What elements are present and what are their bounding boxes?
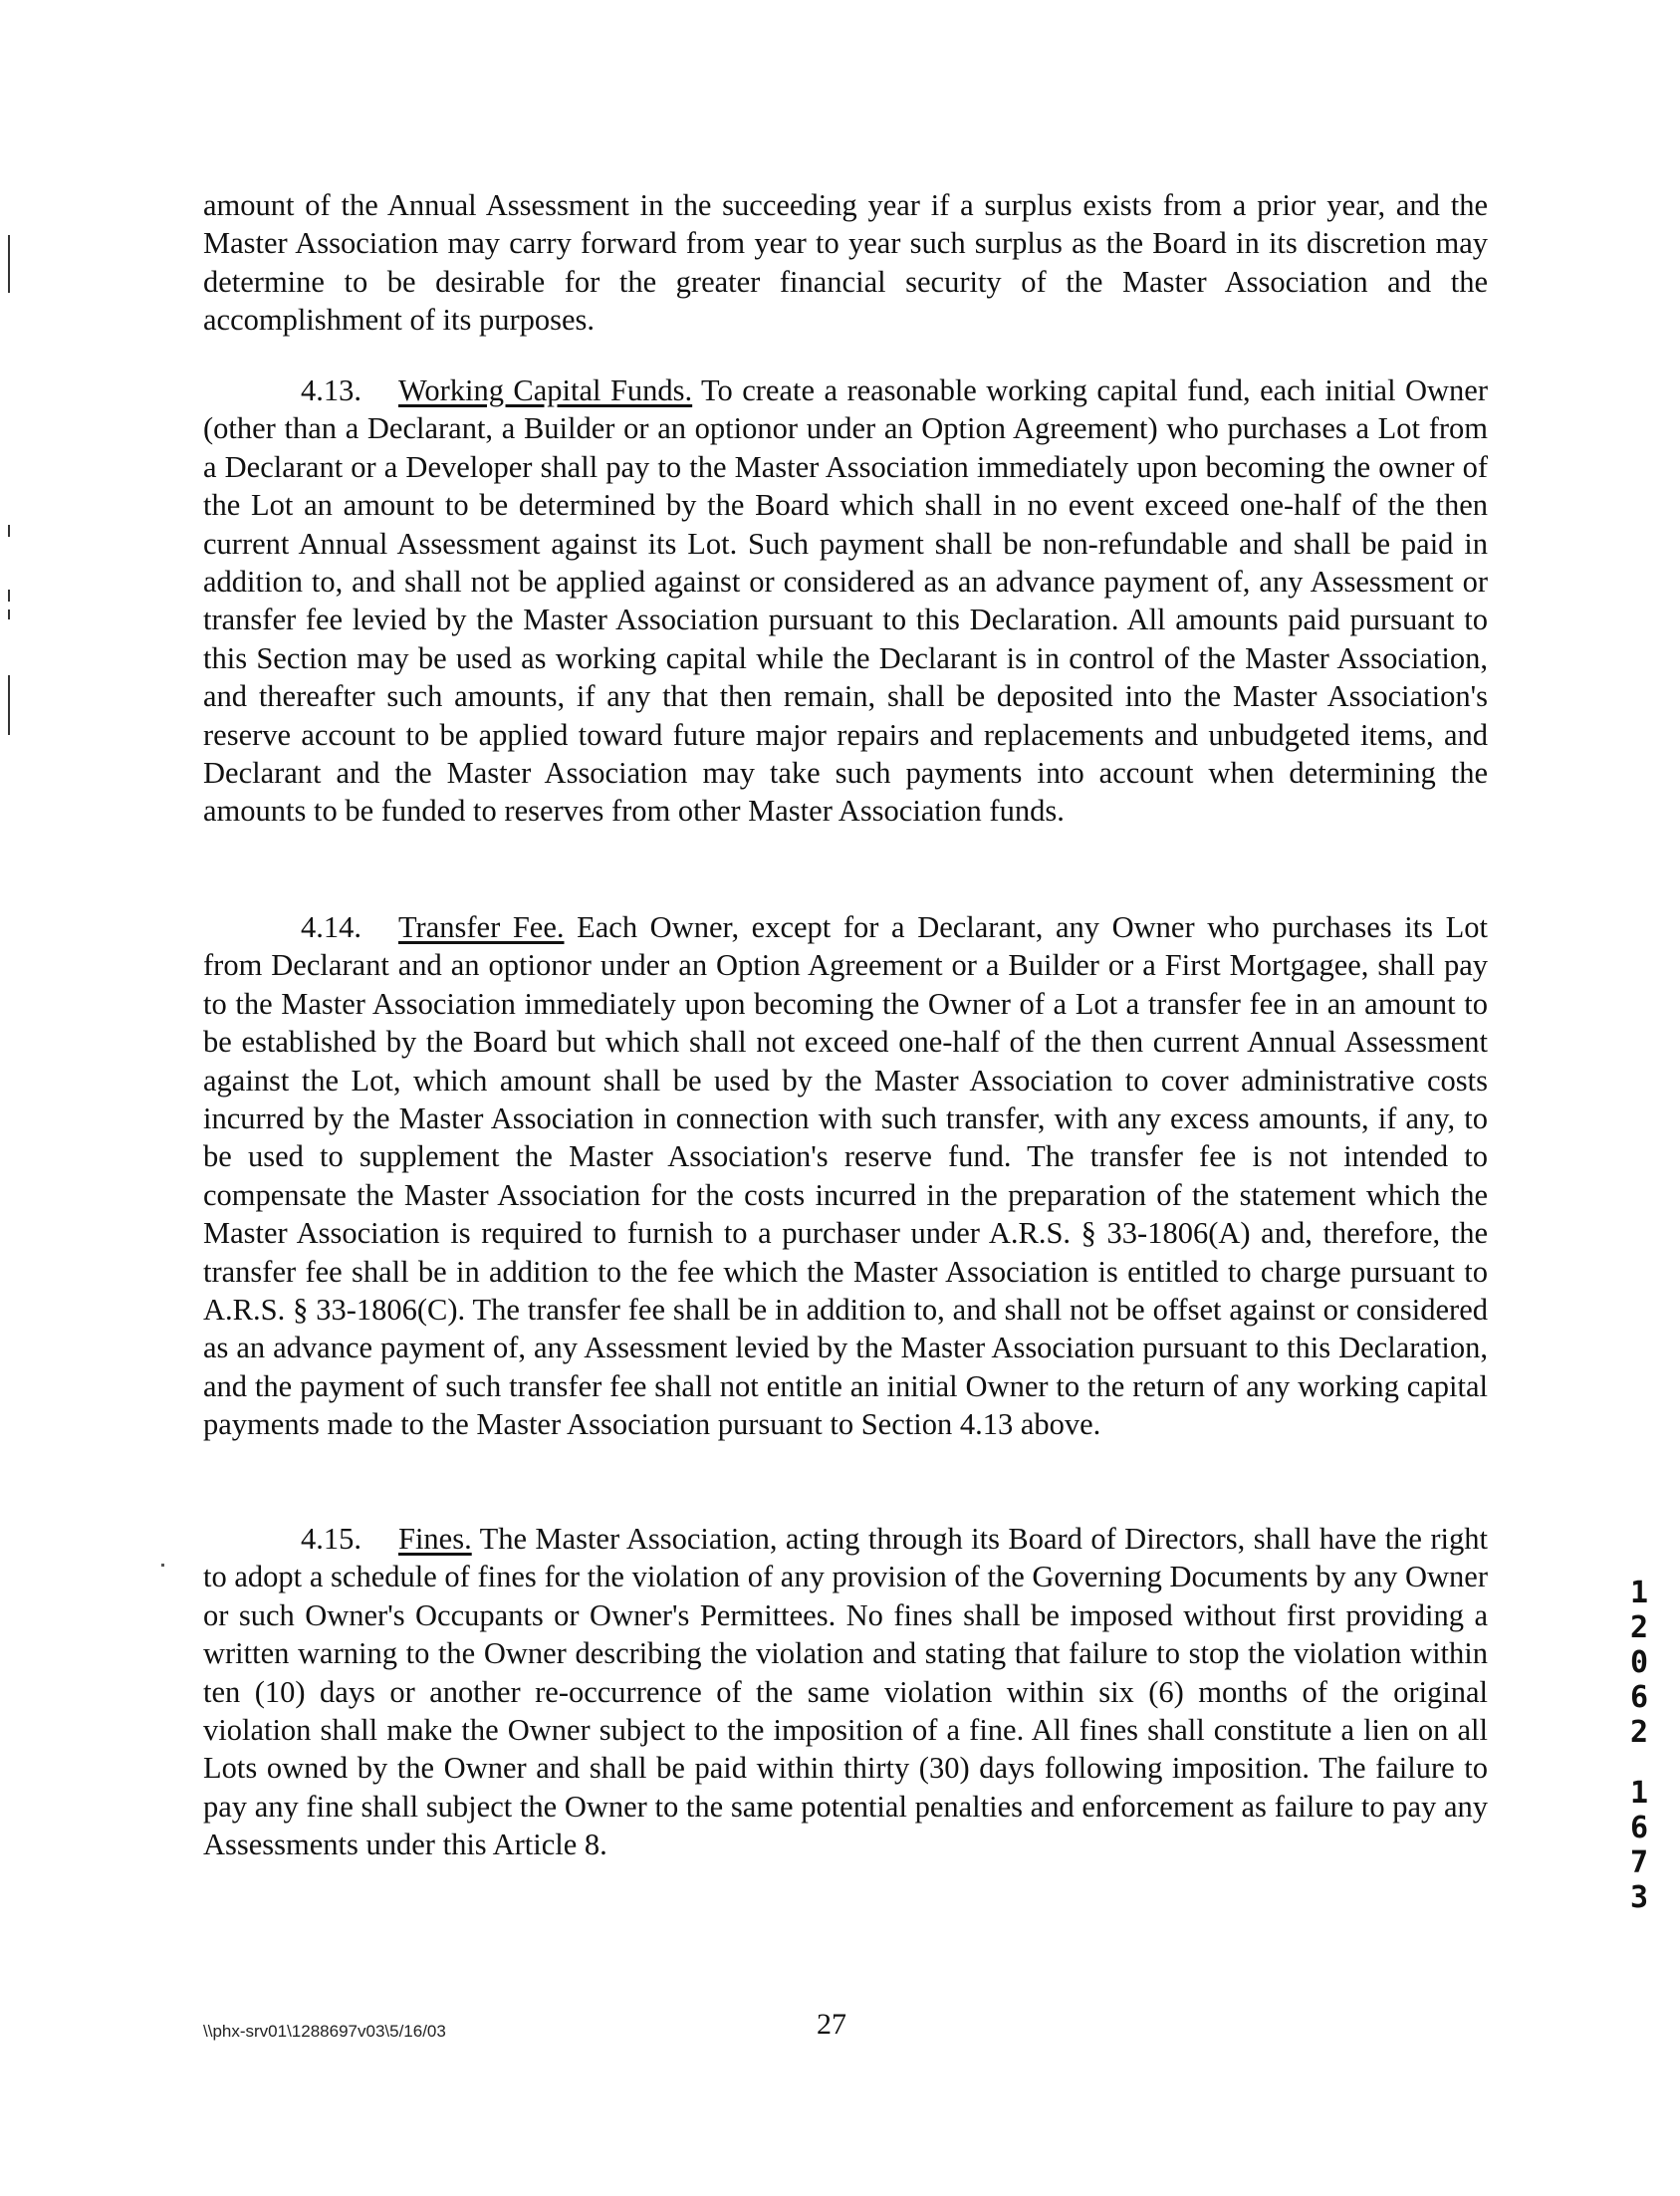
stamp-digit: 2 [1629,1610,1649,1645]
recording-number-stamp [1625,1576,1653,1915]
page-number: 27 [817,2008,846,2041]
revision-bar [8,675,10,735]
revision-bar [8,525,10,537]
section-number: 4.14. [301,910,361,944]
section-title: Fines. [398,1522,472,1556]
revision-bar [8,235,10,293]
section-text: The Master Association, acting through its Board of Directors, shall have the right to adopt a schedule of fines for the violation of any provision of the Governing Documents by any Owner or such Owner's Occupants or Owner's Permittees. No fines shall be imposed without first providing a written warning to the Owner describing the violation and stating that failure to stop the violation within ten (10) days or another re-occurrence of the same violation within six (6) months of the original violation shall make the Owner subject to the imposition of a fine. All fines shall constitute a lien on all Lots owned by the Owner and shall be paid within thirty (30) days following imposition. The failure to pay any fine shall subject the Owner to the same potential penalties and enforcement as failure to pay any Assessments under this Article 8. [203,1522,1488,1862]
revision-bar [8,610,10,619]
section-title: Transfer Fee. [398,910,565,944]
revision-bar [8,590,10,602]
footer-document-path: \\phx-srv01\1288697v03\5/16/03 [203,2022,446,2041]
stamp-digit: 2 [1629,1715,1649,1750]
stamp-digit: 6 [1629,1680,1649,1715]
stamp-gap [1625,1750,1653,1776]
section-text: Each Owner, except for a Declarant, any Owner who purchases its Lot from Declarant and an optionor under an Option Agreement or a Builder or a First Mortgagee, shall pay to the Master Association immediately upon becoming the Owner of a Lot a transfer fee in an amount to be established by the Board but which shall not exceed one-half of the then current Annual Assessment against the Lot, which amount shall be used by the Master Association to cover administrative costs incurred by the Master Association in connection with such transfer, with any excess amounts, if any, to be used to supplement the Master Association's reserve fund. The transfer fee is not intended to compensate the Master Association for the costs incurred in the preparation of the statement which the Master Association is required to furnish to a purchaser under A.R.S. § 33-1806(A) and, therefore, the transfer fee shall be in addition to the fee which the Master Association is entitled to charge pursuant to A.R.S. § 33-1806(C). The transfer fee shall be in addition to, and shall not be offset against or considered as an advance payment of, any Assessment levied by the Master Association pursuant to this Declaration, and the payment of such transfer fee shall not entitle an initial Owner to the return of any working capital payments made to the Master Association pursuant to Section 4.13 above. [203,910,1488,1442]
section-4-15 [203,1520,1488,1864]
scan-mark [161,1564,164,1567]
paragraph-continuation: amount of the Annual Assessment in the succeeding year if a surplus exists from a prior year, and the Master Association may carry forward from year to year such surplus as the Board in its discretion may determine to be desirable for the greater financial security of the Master Association and the accomplishment of its purposes. [203,188,1488,338]
section-text: To create a reasonable working capital fund, each initial Owner (other than a Declarant, a Builder or an optionor under an Option Agreement) who purchases a Lot from a Declarant or a Developer shall pay to the Master Association immediately upon becoming the owner of the Lot an amount to be determined by the Board which shall in no event exceed one-half of the then current Annual Assessment against its Lot. Such payment shall be non-refundable and shall be paid in addition to, and shall not be applied against or considered as an advance payment of, any Assessment or transfer fee levied by the Master Association pursuant to this Declaration. All amounts paid pursuant to this Section may be used as working capital while the Declarant is in control of the Master Association, and thereafter such amounts, if any that then remain, shall be deposited into the Master Association's reserve account to be applied toward future major repairs and replacements and unbudgeted items, and Declarant and the Master Association may take such payments into account when determining the amounts to be funded to reserves from other Master Association funds. [203,373,1488,829]
section-number: 4.13. [301,373,361,407]
section-4-13 [203,371,1488,831]
section-4-14 [203,908,1488,1444]
stamp-digit: 1 [1629,1776,1649,1811]
section-number: 4.15. [301,1522,361,1556]
stamp-digit: 7 [1629,1845,1649,1880]
stamp-digit: 0 [1629,1645,1649,1680]
stamp-digit: 3 [1629,1880,1649,1915]
stamp-digit: 6 [1629,1811,1649,1845]
stamp-digit: 1 [1629,1576,1649,1610]
section-title: Working Capital Funds. [398,373,693,407]
